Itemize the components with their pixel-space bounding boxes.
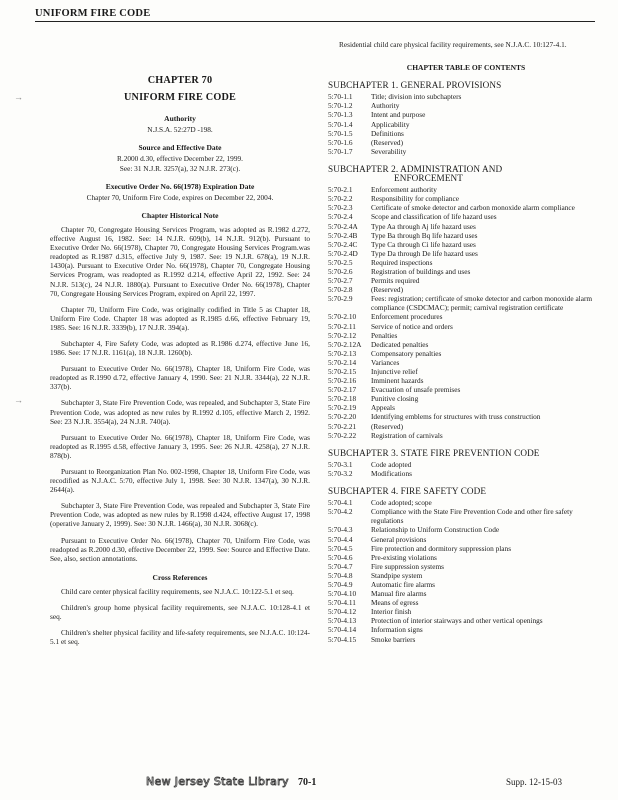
toc-entry-number: 5:70-4.15 (328, 634, 357, 644)
toc-entry (328, 194, 604, 203)
toc-entry (328, 340, 604, 349)
toc-entry-title: Relationship to Uniform Construction Code (371, 525, 500, 535)
toc-entry-number: 5:70-2.20 (328, 412, 357, 422)
toc-entry-number: 5:70-2.13 (328, 348, 357, 358)
toc-entry-title: Information signs (371, 625, 423, 635)
toc-entry-title: (Reserved) (371, 285, 404, 295)
toc-entry (328, 589, 604, 598)
toc-entry-title: Type Ba through Bq life hazard uses (371, 230, 478, 240)
toc-entry-number: 5:70-2.4A (328, 221, 358, 231)
chapter-title: UNIFORM FIRE CODE (123, 92, 237, 104)
toc-entry (328, 147, 604, 156)
toc-entry-title: Title; division into subchapters (371, 92, 462, 102)
toc-entry-number: 5:70-2.9 (328, 294, 353, 304)
toc-entry-number: 5:70-2.21 (328, 421, 357, 431)
history-paragraph: Chapter 70, Congregate Housing Services Program, was adopted as R.1982 d.272, effective August 16, 1982. See: 14 N.J.R. 609(b), 14 N.J.R. 912(b). Pursuant to Executive Order No. 66(1978), Chapter 70, Congregate Housing Services Program.was readopted as R.1987 d.315, effective July 9, 1987. See: 19 N.J.R. 678(a), 19 N.J.R. 1430(a). Pursuant to Executive Order No. 66(1978), Chapter 70, Congregate Housing Services Program, was readopted as R.1992 d.214, effective April 22, 1992. See: 24 N.J.R. 513(c), 24 N.J.R. 1880(a). Pursuant to Executive Order No. 66(1978), Chapter 70, Congregate Housing Services Program, expired on April 22, 1997. (50, 224, 310, 298)
toc-entry-number: 5:70-1.6 (328, 137, 353, 147)
toc-entry (328, 101, 604, 110)
toc-entry (328, 571, 604, 580)
toc-entry (328, 580, 604, 589)
toc-entry-title: Protection of interior stairways and other vertical openings (371, 616, 543, 626)
toc-entry-title: Authority (371, 101, 400, 111)
toc-entry-number: 5:70-2.6 (328, 266, 353, 276)
toc-entry-title: Definitions (371, 128, 404, 138)
history-paragraph: Pursuant to Executive Order No. 66(1978), Chapter 70, Uniform Fire Code, was readopted as R.2000 d.30, effective December 22, 1999. See: Source and Effective Date. See, also, section annotations. (50, 535, 310, 563)
toc-entry-title: Type Da through De life hazard uses (371, 248, 478, 258)
subchapter-3-list (328, 460, 604, 478)
toc-entry (328, 92, 604, 101)
subchapter-3-heading: SUBCHAPTER 3. STATE FIRE PREVENTION CODE (328, 447, 540, 458)
toc-entry (328, 185, 604, 194)
toc-entry-number: 5:70-2.5 (328, 257, 353, 267)
toc-entry-title: Type Ca through Ci life hazard uses (371, 239, 476, 249)
toc-entry-number: 5:70-4.3 (328, 525, 353, 535)
toc-entry-title: General provisions (371, 534, 427, 544)
toc-entry-title: Interior finish (371, 607, 412, 617)
toc-entry (328, 607, 604, 616)
toc-entry-number: 5:70-2.12A (328, 339, 362, 349)
toc-entry (328, 598, 604, 607)
source-heading: Source and Effective Date (138, 143, 222, 153)
toc-entry (328, 535, 604, 544)
toc-entry-number: 5:70-2.1 (328, 185, 353, 195)
binding-mark: → (14, 92, 23, 102)
toc-entry-title: Code adopted; scope (371, 498, 432, 508)
toc-entry-number: 5:70-2.18 (328, 394, 357, 404)
toc-entry (328, 498, 604, 507)
toc-entry-title: Compensatory penalties (371, 348, 442, 358)
toc-entry (328, 331, 604, 340)
toc-entry-title: (Reserved) (371, 421, 404, 431)
toc-entry (328, 553, 604, 562)
toc-entry-title: Modifications (371, 468, 412, 478)
toc-entry-title: Registration of buildings and uses (371, 266, 471, 276)
toc-entry-title: Imminent hazards (371, 376, 424, 386)
toc-entry-number: 5:70-1.7 (328, 146, 353, 156)
toc-entry-title: Identifying emblems for structures with truss construction (371, 412, 541, 422)
history-paragraph: Chapter 70, Uniform Fire Code, was originally codified in Title 5 as Chapter 18, Uniform Fire Code. Chapter 18 was adopted as R.1985 d.66, effective February 19, 1985. See: 16 N.J.R. 3339(b), 17 N.J.R. 394(a). (50, 304, 310, 332)
toc-entry-number: 5:70-2.22 (328, 430, 357, 440)
subchapter-1-heading: SUBCHAPTER 1. GENERAL PROVISIONS (328, 80, 502, 91)
toc-entry-title: Enforcement procedures (371, 312, 443, 322)
toc-entry-title: Certificate of smoke detector and carbon monoxide alarm compliance (371, 203, 575, 213)
toc-entry-number: 5:70-3.2 (328, 468, 353, 478)
toc-entry (328, 403, 604, 412)
crossref-paragraph: Children's group home physical facility requirements, see N.J.A.C. 10:128-4.1 et seq. (50, 603, 310, 622)
authority-heading: Authority (164, 114, 196, 124)
toc-entry (328, 635, 604, 644)
toc-entry-title: Means of egress (371, 598, 419, 608)
toc-entry (328, 525, 604, 534)
toc-entry-title: Service of notice and orders (371, 321, 453, 331)
toc-entry-number: 5:70-1.4 (328, 119, 353, 129)
toc-entry-title: Appeals (371, 403, 395, 413)
toc-entry (328, 358, 604, 367)
toc-entry-number: 5:70-2.3 (328, 203, 353, 213)
toc-entry (328, 625, 604, 634)
right-column (328, 40, 604, 644)
toc-entry (328, 367, 604, 376)
toc-entry (328, 276, 604, 285)
toc-entry (328, 249, 604, 258)
toc-entry (328, 412, 604, 421)
toc-entry-number: 5:70-4.6 (328, 552, 353, 562)
toc-entry (328, 285, 604, 294)
toc-entry (328, 469, 604, 478)
toc-entry-title: Type Aa through Aj life hazard uses (371, 221, 476, 231)
toc-entry-title: Fire suppression systems (371, 561, 444, 571)
toc-entry-title: Manual fire alarms (371, 589, 427, 599)
toc-entry-number: 5:70-2.10 (328, 312, 357, 322)
toc-entry-number: 5:70-1.3 (328, 110, 353, 120)
toc-entry-title: Standpipe system (371, 570, 423, 580)
toc-entry-title: Dedicated penalties (371, 339, 429, 349)
toc-entry-number: 5:70-2.17 (328, 385, 357, 395)
toc-entry-number: 5:70-4.7 (328, 561, 353, 571)
eo-heading: Executive Order No. 66(1978) Expiration Date (105, 181, 255, 191)
toc-entry-number: 5:70-3.1 (328, 459, 353, 469)
toc-entry (328, 322, 604, 331)
toc-entry-number: 5:70-4.5 (328, 543, 353, 553)
toc-entry (328, 460, 604, 469)
toc-entry-title: Fire protection and dormitory suppression plans (371, 543, 512, 553)
toc-entry-number: 5:70-4.14 (328, 625, 357, 635)
toc-entry (328, 212, 604, 221)
toc-entry (328, 616, 604, 625)
toc-entry-number: 5:70-2.2 (328, 194, 353, 204)
subchapter-2-heading-cont: ENFORCEMENT (394, 173, 463, 184)
toc-entry (328, 422, 604, 431)
toc-entry-title: Permits required (371, 276, 420, 286)
source-line: See: 31 N.J.R. 3257(a), 32 N.J.R. 273(c). (119, 163, 241, 173)
toc-entry-number: 5:70-2.11 (328, 321, 356, 331)
toc-entry-title: Code adopted (371, 459, 412, 469)
source-line: R.2000 d.30, effective December 22, 1999. (117, 154, 243, 164)
running-head: UNIFORM FIRE CODE (35, 8, 595, 22)
toc-entry-number: 5:70-4.4 (328, 534, 353, 544)
toc-entry-number: 5:70-2.7 (328, 276, 353, 286)
subchapter-2-heading: SUBCHAPTER 2. ADMINISTRATION AND (328, 163, 503, 174)
toc-entry-title: Penalties (371, 330, 398, 340)
toc-entry-title: Scope and classification of life hazard uses (371, 212, 497, 222)
authority-text: N.J.S.A. 52:27D -198. (147, 125, 213, 135)
page-footer (0, 777, 618, 793)
toc-entry-title: Required inspections (371, 257, 433, 267)
toc-entry (328, 431, 604, 440)
toc-entry-number: 5:70-2.4B (328, 230, 358, 240)
toc-entry-number: 5:70-2.16 (328, 376, 357, 386)
toc-entry (328, 376, 604, 385)
history-paragraph: Subchapter 3, State Fire Prevention Code, was repealed, and Subchapter 3, State Fire Prevention Code, was adopted as new rules by R.1992 d.105, effective March 2, 1992. See: 23 N.J.R. 3554(a), 24 N.J.R. 740(a). (50, 398, 310, 426)
toc-entry (328, 385, 604, 394)
eo-text: Chapter 70, Uniform Fire Code, expires on December 22, 2004. (86, 192, 274, 202)
crossref-paragraph: Child care center physical facility requirements, see N.J.A.C. 10:122-5.1 et seq. (61, 586, 294, 596)
subchapter-1-list (328, 92, 604, 156)
history-paragraph: Pursuant to Executive Order No. 66(1978), Chapter 18, Uniform Fire Code, was readopted as R.1995 d.58, effective January 3, 1995. See: 26 N.J.R. 4258(a), 27 N.J.R. 878(b). (50, 432, 310, 460)
binding-mark: → (14, 395, 23, 405)
history-paragraph: Pursuant to Executive Order No. 66(1978), Chapter 18, Uniform Fire Code, was readopted as R.1990 d.72, effective January 4, 1990. See: 21 N.J.R. 3344(a), 22 N.J.R. 337(b). (50, 364, 310, 392)
toc-entry-title: Intent and purpose (371, 110, 426, 120)
history-paragraph: Subchapter 3, State Fire Prevention Code, was repealed and Subchapter 3, State Fire Prevention Code, was adopted as new rules by R.1998 d.424, effective August 17, 1998 (operative January 2, 1999). See: 30 N.J.R. 1466(a), 30 N.J.R. 3068(c). (50, 501, 310, 529)
history-paragraph: Subchapter 4, Fire Safety Code, was adopted as R.1986 d.274, effective June 16, 1986. See: 17 N.J.R. 1161(a), 18 N.J.R. 1260(b). (50, 338, 310, 358)
chapter-number: CHAPTER 70 (147, 75, 213, 86)
toc-entry (328, 267, 604, 276)
subchapter-4-list (328, 498, 604, 644)
toc-entry (328, 507, 604, 525)
toc-entry-title: Severability (371, 146, 407, 156)
toc-entry-title: Enforcement authority (371, 185, 437, 195)
toc-entry-number: 5:70-1.5 (328, 128, 353, 138)
toc-heading: CHAPTER TABLE OF CONTENTS (406, 63, 526, 73)
toc-entry-number: 5:70-4.13 (328, 616, 357, 626)
toc-entry (328, 258, 604, 267)
toc-entry (328, 120, 604, 129)
crossref-paragraph: Children's shelter physical facility and life-safety requirements, see N.J.A.C. 10:124-5.1 et seq. (50, 628, 310, 647)
toc-entry-number: 5:70-2.15 (328, 367, 357, 376)
toc-entry (328, 562, 604, 571)
page-number: 70-1 (298, 777, 317, 788)
toc-entry-title: Automatic fire alarms (371, 579, 436, 589)
supplement-date: Supp. 12-15-03 (506, 777, 562, 787)
toc-entry-number: 5:70-4.2 (328, 507, 353, 517)
toc-entry-number: 5:70-4.11 (328, 598, 356, 608)
toc-entry (328, 294, 604, 312)
subchapter-4-heading: SUBCHAPTER 4. FIRE SAFETY CODE (328, 486, 487, 497)
subchapter-2-list (328, 185, 604, 440)
toc-entry-title: Responsibility for compliance (371, 194, 459, 204)
toc-entry-number: 5:70-4.1 (328, 498, 353, 508)
toc-entry-title: Evacuation of unsafe premises (371, 385, 461, 395)
toc-entry (328, 129, 604, 138)
toc-entry-title: Pre-existing violations (371, 552, 437, 562)
toc-entry-title: Registration of carnivals (371, 430, 443, 440)
toc-entry-number: 5:70-4.12 (328, 607, 357, 617)
toc-entry (328, 138, 604, 147)
toc-entry-title: Applicability (371, 119, 410, 129)
toc-entry-number: 5:70-2.4 (328, 212, 353, 222)
toc-entry-title: Variances (371, 357, 400, 367)
toc-entry (328, 222, 604, 231)
toc-entry-number: 5:70-2.19 (328, 403, 357, 413)
toc-entry-title: Injunctive relief (371, 367, 418, 376)
toc-entry-number: 5:70-2.4C (328, 239, 358, 249)
toc-entry-title: Fees: registration; certificate of smoke detector and carbon monoxide alarm compliance (CSDCMAC); permit; carnival registration certificate (371, 294, 593, 313)
history-heading: Chapter Historical Note (141, 210, 219, 220)
toc-entry (328, 110, 604, 119)
toc-entry-title: Compliance with the State Fire Prevention Code and other fire safety regulations (371, 507, 573, 526)
toc-entry-number: 5:70-2.12 (328, 330, 357, 340)
toc-entry-number: 5:70-1.1 (328, 92, 353, 102)
crossref-continued: Residential child care physical facility requirements, see N.J.A.C. 10:127-4.1. (339, 40, 567, 49)
toc-entry-number: 5:70-4.10 (328, 589, 357, 599)
toc-entry-number: 5:70-2.14 (328, 357, 357, 367)
toc-entry-number: 5:70-4.9 (328, 579, 353, 589)
toc-entry-number: 5:70-1.2 (328, 101, 353, 111)
toc-entry-title: Smoke barriers (371, 634, 416, 644)
toc-entry (328, 231, 604, 240)
toc-entry (328, 240, 604, 249)
toc-entry-title: Punitive closing (371, 394, 419, 404)
toc-entry-number: 5:70-2.4D (328, 248, 358, 258)
toc-entry (328, 394, 604, 403)
toc-entry (328, 203, 604, 212)
toc-entry-title: (Reserved) (371, 137, 404, 147)
crossref-heading: Cross References (152, 572, 208, 582)
left-column (50, 76, 310, 653)
toc-entry-number: 5:70-4.8 (328, 570, 353, 580)
toc-entry-number: 5:70-2.8 (328, 285, 353, 295)
toc-entry (328, 544, 604, 553)
history-paragraph: Pursuant to Reorganization Plan No. 002-1998, Chapter 18, Uniform Fire Code, was recodified as N.J.A.C. 5:70, effective July 1, 1998. See: 30 N.J.R. 1347(a), 30 N.J.R. 2644(a). (50, 467, 310, 495)
toc-entry (328, 349, 604, 358)
toc-entry (328, 312, 604, 321)
library-stamp: New Jersey State Library (146, 775, 289, 788)
